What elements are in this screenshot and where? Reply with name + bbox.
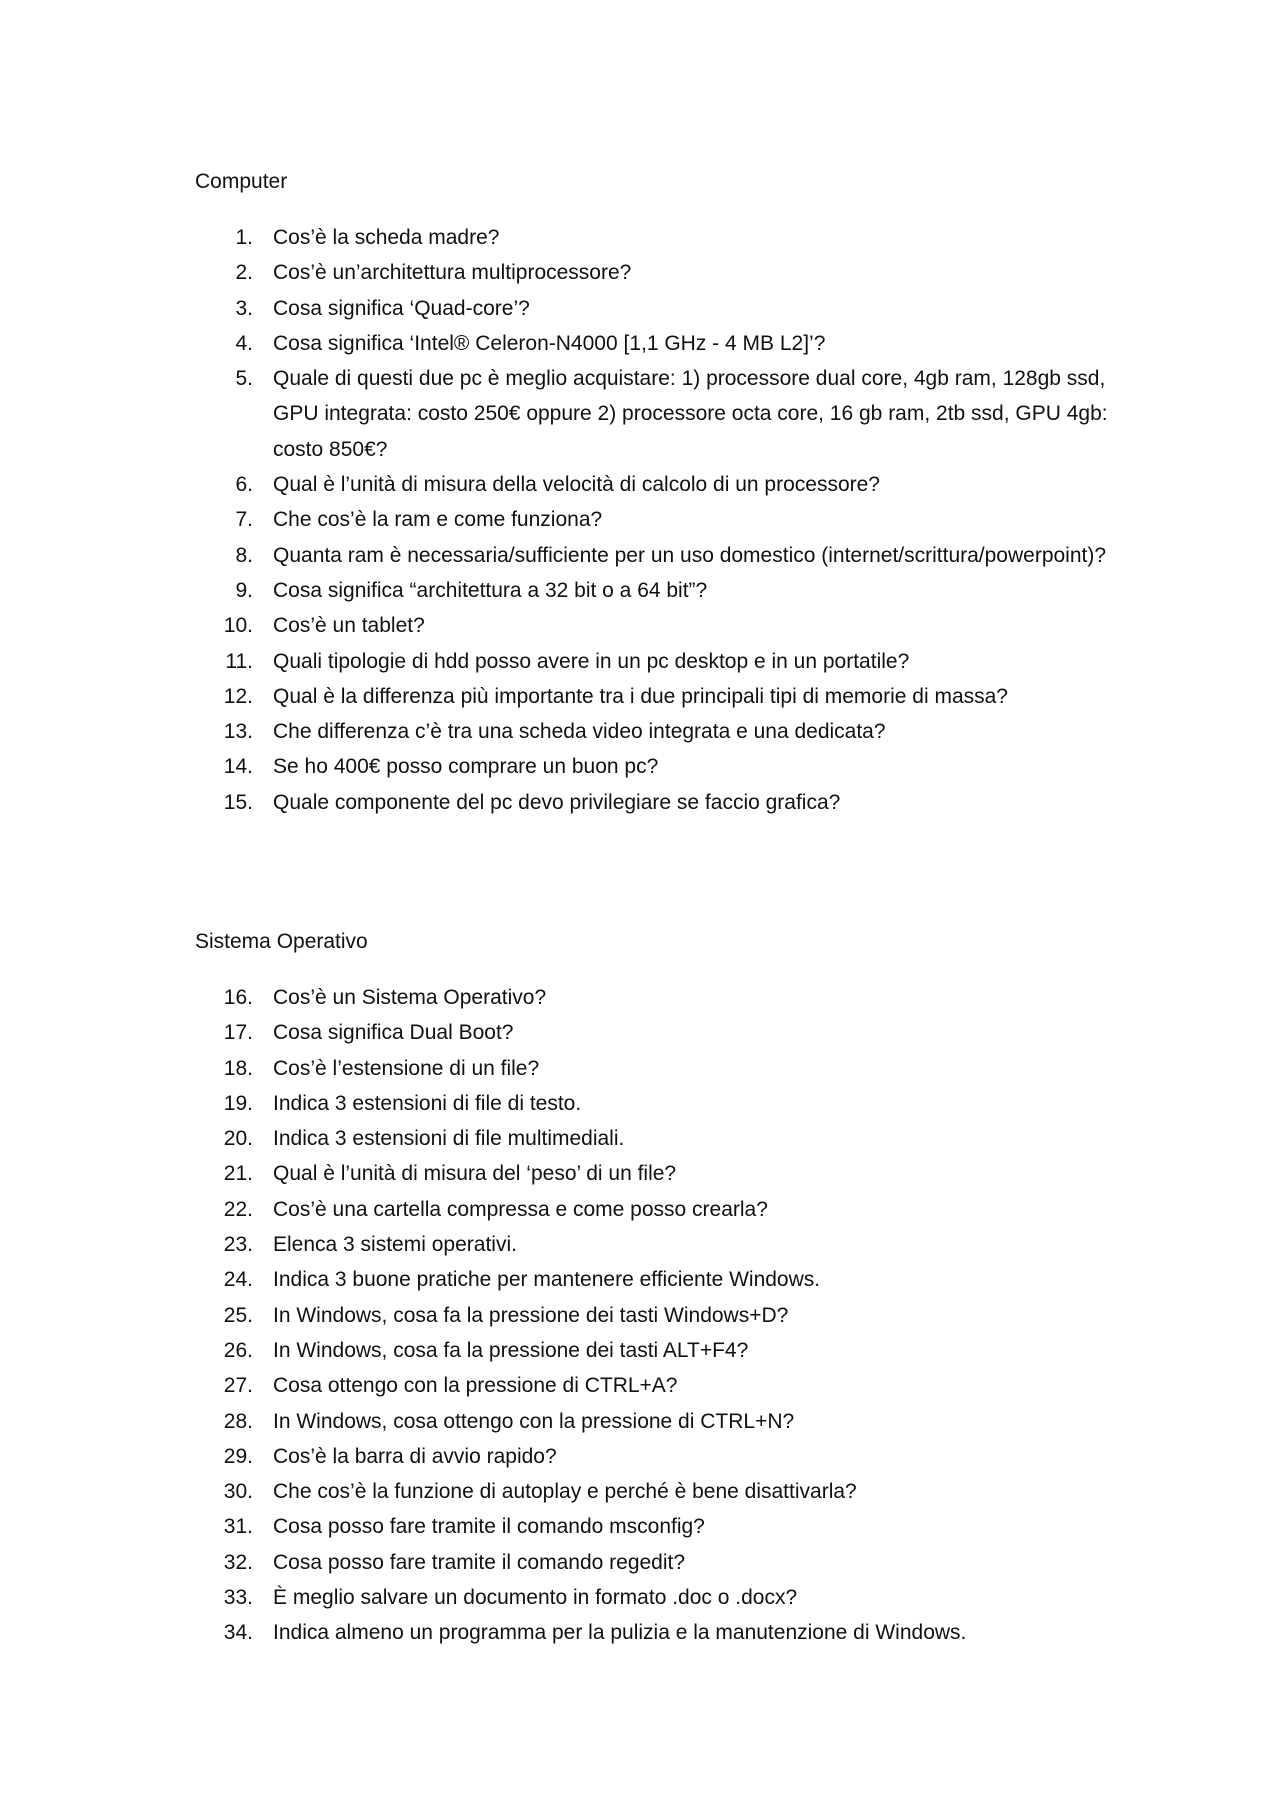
- question-number: 18.: [223, 1056, 253, 1080]
- question-text: Cosa ottengo con la pressione di CTRL+A?: [273, 1374, 678, 1398]
- question-item: [195, 1368, 1113, 1403]
- question-text: Che differenza c’è tra una scheda video integrata e una dedicata?: [273, 720, 886, 744]
- question-text: Qual è l’unità di misura della velocità di calcolo di un processore?: [273, 473, 880, 497]
- question-item: [195, 255, 1113, 290]
- question-list: [195, 980, 1095, 1651]
- question-item: [195, 749, 1113, 784]
- question-text: Quale componente del pc devo privilegiare se faccio grafica?: [273, 790, 841, 814]
- question-number: 2.: [235, 261, 253, 285]
- question-text: Che cos’è la ram e come funziona?: [273, 508, 603, 532]
- question-number: 7.: [235, 508, 253, 532]
- question-text: Quanta ram è necessaria/sufficiente per un uso domestico (internet/scrittura/powerpoint)?: [273, 543, 1107, 567]
- question-number: 6.: [235, 473, 253, 497]
- question-text: In Windows, cosa fa la pressione dei tasti ALT+F4?: [273, 1338, 749, 1362]
- question-number: 4.: [235, 331, 253, 355]
- question-number: 13.: [223, 720, 253, 744]
- question-text: Quali tipologie di hdd posso avere in un pc desktop e in un portatile?: [273, 649, 910, 673]
- question-item: [195, 502, 1113, 537]
- question-text: Cos’è una cartella compressa e come posso crearla?: [273, 1197, 768, 1221]
- question-item: [195, 679, 1113, 714]
- question-text: Indica 3 estensioni di file multimediali.: [273, 1127, 625, 1151]
- question-item: [195, 573, 1113, 608]
- question-text: Se ho 400€ posso comprare un buon pc?: [273, 755, 659, 779]
- section-title: Sistema Operativo: [195, 930, 368, 953]
- question-number: 14.: [223, 755, 253, 779]
- question-text: Quale di questi due pc è meglio acquistare: 1) processore dual core, 4gb ram, 128gb ssd, GPU integrata: costo 250€ oppure 2) processore octa core, 16 gb ram, 2tb ssd, GPU 4gb: costo 850€?: [273, 367, 1108, 461]
- question-item: [195, 714, 1113, 749]
- question-text: Cos’è un Sistema Operativo?: [273, 986, 547, 1009]
- question-item: [195, 1121, 1113, 1156]
- question-text: Cos’è la scheda madre?: [273, 226, 500, 249]
- question-number: 31.: [223, 1515, 253, 1539]
- question-item: [195, 291, 1113, 326]
- question-text: Elenca 3 sistemi operativi.: [273, 1233, 517, 1257]
- question-item: [195, 1439, 1113, 1474]
- question-number: 5.: [235, 367, 253, 391]
- question-number: 12.: [223, 684, 253, 708]
- question-item: [195, 1298, 1113, 1333]
- question-number: 27.: [223, 1374, 253, 1398]
- question-text: Cosa posso fare tramite il comando regedit?: [273, 1550, 686, 1574]
- question-list: [195, 220, 1108, 820]
- question-item: [195, 1262, 1113, 1297]
- question-number: 34.: [223, 1621, 253, 1645]
- question-number: 32.: [223, 1550, 253, 1574]
- question-item: [195, 1051, 1113, 1086]
- question-text: In Windows, cosa ottengo con la pressione di CTRL+N?: [273, 1409, 795, 1433]
- question-text: Qual è la differenza più importante tra i due principali tipi di memorie di massa?: [273, 684, 1008, 708]
- question-number: 11.: [225, 649, 253, 673]
- question-number: 21.: [223, 1162, 253, 1186]
- question-item: [195, 1545, 1113, 1580]
- question-item: [195, 220, 1113, 255]
- question-text: Indica 3 estensioni di file di testo.: [273, 1091, 582, 1115]
- question-item: [195, 980, 1113, 1015]
- question-item: [195, 326, 1113, 361]
- section-sistema-operativo: [195, 928, 1095, 1651]
- question-item: [195, 1509, 1113, 1544]
- question-item: [195, 1192, 1113, 1227]
- question-item: [195, 538, 1113, 573]
- question-item: [195, 1333, 1113, 1368]
- question-text: Cosa posso fare tramite il comando msconfig?: [273, 1515, 705, 1539]
- question-text: Cos’è un’architettura multiprocessore?: [273, 261, 632, 285]
- question-number: 25.: [223, 1303, 253, 1327]
- question-number: 16.: [223, 986, 253, 1009]
- question-item: [195, 1615, 1113, 1650]
- question-number: 28.: [223, 1409, 253, 1433]
- question-text: Cos’è un tablet?: [273, 614, 425, 638]
- question-item: [195, 1474, 1113, 1509]
- question-item: [195, 1156, 1113, 1191]
- question-number: 24.: [223, 1268, 253, 1292]
- question-text: È meglio salvare un documento in formato .doc o .docx?: [273, 1586, 798, 1610]
- question-number: 10.: [223, 614, 253, 638]
- question-number: 20.: [223, 1127, 253, 1151]
- question-number: 30.: [223, 1480, 253, 1504]
- question-item: [195, 644, 1113, 679]
- question-item: [195, 1086, 1113, 1121]
- question-number: 15.: [223, 790, 253, 814]
- question-number: 33.: [223, 1586, 253, 1610]
- question-text: Qual è l’unità di misura del ‘peso’ di un file?: [273, 1162, 677, 1186]
- question-number: 8.: [235, 543, 253, 567]
- question-number: 3.: [235, 296, 253, 320]
- question-text: Che cos’è la funzione di autoplay e perché è bene disattivarla?: [273, 1480, 857, 1504]
- question-text: Indica almeno un programma per la pulizia e la manutenzione di Windows.: [273, 1621, 967, 1645]
- question-number: 29.: [223, 1444, 253, 1468]
- question-number: 9.: [235, 578, 253, 602]
- question-number: 23.: [223, 1233, 253, 1257]
- question-number: 22.: [223, 1197, 253, 1221]
- section-computer: [195, 168, 1108, 820]
- question-text: Cosa significa “architettura a 32 bit o a 64 bit”?: [273, 578, 708, 602]
- question-item: [195, 467, 1113, 502]
- question-number: 19.: [223, 1091, 253, 1115]
- question-number: 26.: [223, 1338, 253, 1362]
- question-number: 17.: [223, 1021, 253, 1045]
- question-text: Cosa significa ‘Quad-core’?: [273, 296, 530, 320]
- question-item: [195, 361, 1113, 467]
- question-item: [195, 1404, 1113, 1439]
- question-item: [195, 608, 1113, 643]
- question-text: Indica 3 buone pratiche per mantenere efficiente Windows.: [273, 1268, 821, 1292]
- question-text: Cos’è la barra di avvio rapido?: [273, 1444, 557, 1468]
- question-text: Cosa significa Dual Boot?: [273, 1021, 514, 1045]
- question-item: [195, 1580, 1113, 1615]
- question-text: Cos’è l’estensione di un file?: [273, 1056, 540, 1080]
- question-item: [195, 785, 1113, 820]
- question-item: [195, 1015, 1113, 1050]
- question-item: [195, 1227, 1113, 1262]
- section-title: Computer: [195, 170, 288, 193]
- question-text: Cosa significa ‘Intel® Celeron-N4000 [1,1 GHz - 4 MB L2]’?: [273, 331, 826, 355]
- question-number: 1.: [235, 226, 253, 249]
- question-text: In Windows, cosa fa la pressione dei tasti Windows+D?: [273, 1303, 789, 1327]
